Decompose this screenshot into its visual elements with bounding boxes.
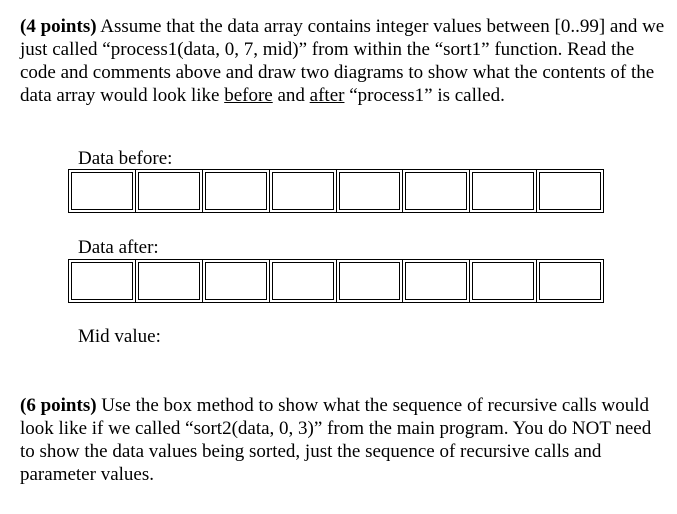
data-before-cell[interactable] <box>536 170 603 212</box>
data-before-cell[interactable] <box>402 170 469 212</box>
data-after-cell[interactable] <box>469 260 536 302</box>
data-after-cell[interactable] <box>135 260 202 302</box>
question-2-body: Use the box method to show what the sequence of recursive calls would look like if we called “sort2(data, 0, 3)” from the main program. You do NOT need to show the data values being sorted, just the sequence of recursive calls and parameter values. <box>20 395 652 485</box>
data-after-label: Data after: <box>78 237 159 258</box>
question-2-text <box>20 394 670 486</box>
data-before-array[interactable] <box>68 169 604 213</box>
data-after-cell[interactable] <box>336 260 403 302</box>
data-after-array[interactable] <box>68 259 604 303</box>
question-1-text <box>20 15 670 107</box>
question-1-body-c: “process1” is called. <box>344 85 505 106</box>
before-word: before <box>224 85 273 106</box>
data-after-cell[interactable] <box>402 260 469 302</box>
data-before-cell[interactable] <box>336 170 403 212</box>
data-after-cell[interactable] <box>202 260 269 302</box>
data-after-cell[interactable] <box>69 260 135 302</box>
data-before-label: Data before: <box>78 148 173 169</box>
data-before-cell[interactable] <box>469 170 536 212</box>
question-1-points: (4 points) <box>20 16 97 37</box>
data-before-cell[interactable] <box>202 170 269 212</box>
data-before-cell[interactable] <box>69 170 135 212</box>
data-before-cell[interactable] <box>135 170 202 212</box>
question-1-body-a: Assume that the data array contains integer values between [0..99] and we just called “process1(data, 0, 7, mid)” from within the “sort1” function. Read the code and comments above and draw two diagrams to show what the contents of the data array would look like <box>20 16 665 106</box>
data-after-cell[interactable] <box>269 260 336 302</box>
mid-value-label: Mid value: <box>78 326 161 347</box>
after-word: after <box>309 85 345 106</box>
data-before-cell[interactable] <box>269 170 336 212</box>
data-after-cell[interactable] <box>536 260 603 302</box>
question-2-points: (6 points) <box>20 395 97 416</box>
question-1-body-b: and <box>272 85 310 106</box>
